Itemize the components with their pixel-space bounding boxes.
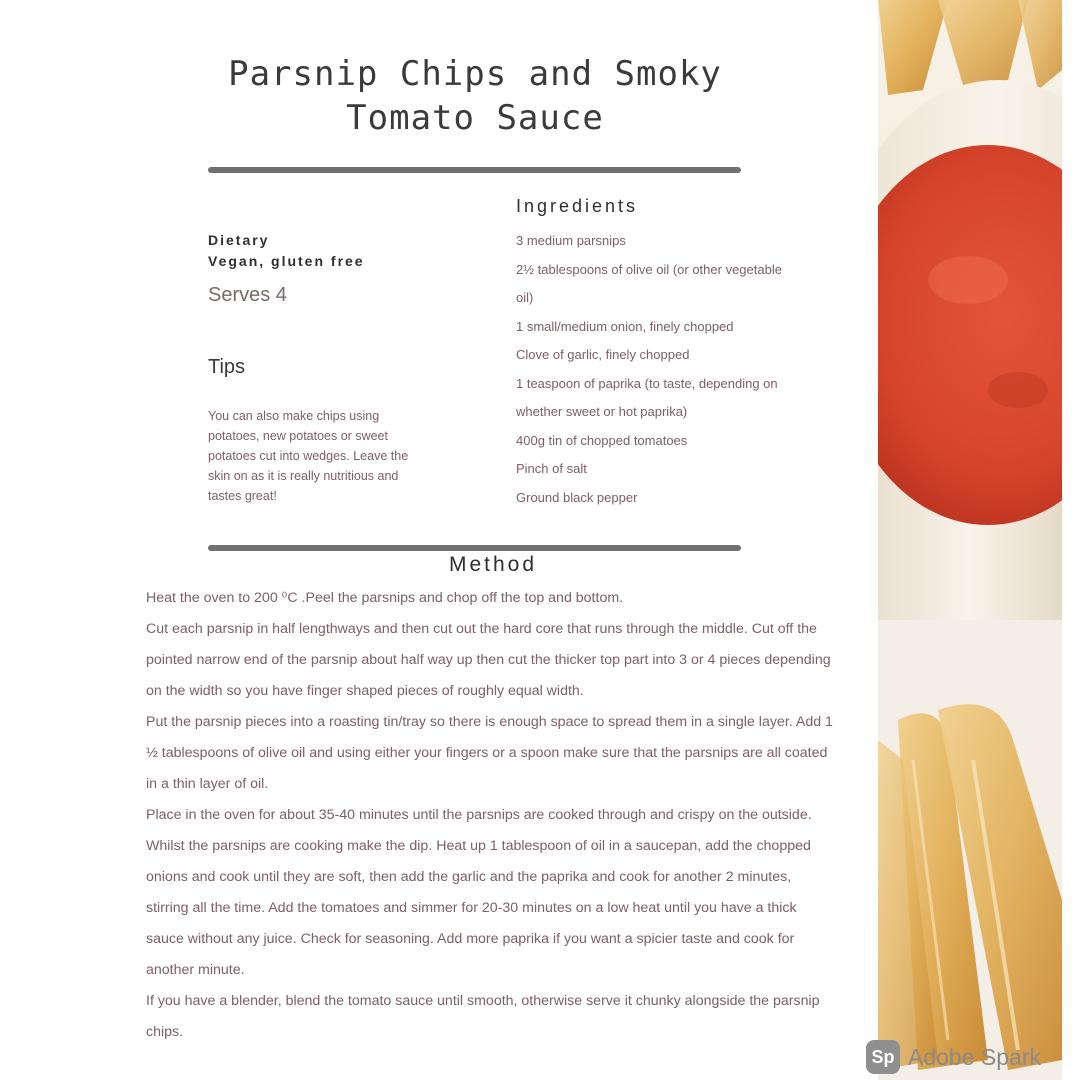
ingredient-item: 400g tin of chopped tomatoes bbox=[516, 432, 688, 448]
ingredient-item: 1 small/medium onion, finely chopped bbox=[516, 318, 734, 334]
tips-heading: Tips bbox=[208, 356, 246, 378]
recipe-title bbox=[190, 52, 760, 140]
method-step: Place in the oven for about 35-40 minutes until the parsnips are cooked through and crispy on the outside. bbox=[146, 807, 812, 823]
title-line-2: Tomato Sauce bbox=[346, 98, 604, 138]
method-body bbox=[146, 583, 836, 1048]
ingredient-item: 1 teaspoon of paprika (to taste, depending on whether sweet or hot paprika) bbox=[516, 375, 778, 419]
method-step: If you have a blender, blend the tomato sauce until smooth, otherwise serve it chunky alongside the parsnip chips. bbox=[146, 993, 820, 1040]
dietary-label: Dietary bbox=[208, 232, 270, 248]
ingredients-list bbox=[516, 227, 786, 512]
serves-text: Serves 4 bbox=[208, 284, 287, 306]
method-step: Put the parsnip pieces into a roasting tin/tray so there is enough space to spread them in a single layer. Add 1 ½ tablespoons of olive oil and using either your fingers or a spoon make sure that the parsnips are all coated in a thin layer of oil. bbox=[146, 714, 833, 792]
adobe-spark-watermark bbox=[866, 1038, 1076, 1076]
tips-body: You can also make chips using potatoes, new potatoes or sweet potatoes cut into wedges. Leave the skin on as it is really nutritious and tastes great! bbox=[208, 409, 409, 503]
method-step: Whilst the parsnips are cooking make the dip. Heat up 1 tablespoon of oil in a saucepan, add the chopped onions and cook until they are soft, then add the garlic and the paprika and cook for another 2 minutes, stirring all the time. Add the tomatoes and simmer for 20-30 minutes on a low heat until you have a thick sauce without any juice. Check for seasoning. Add more paprika if you want a spicier taste and cook for another minute. bbox=[146, 838, 811, 978]
ingredient-item: Clove of garlic, finely chopped bbox=[516, 347, 690, 362]
spark-logo-icon: Sp bbox=[866, 1040, 900, 1074]
bottom-divider bbox=[208, 545, 741, 551]
top-divider bbox=[208, 167, 741, 173]
watermark-text: Adobe Spark bbox=[908, 1043, 1041, 1070]
method-step: Heat the oven to 200 ⁰C .Peel the parsnips and chop off the top and bottom. bbox=[146, 590, 624, 606]
dietary-value: Vegan, gluten free bbox=[208, 253, 365, 269]
ingredient-item: Ground black pepper bbox=[516, 489, 638, 505]
ingredients-heading: Ingredients bbox=[516, 196, 639, 216]
title-line-1: Parsnip Chips and Smoky bbox=[228, 54, 722, 94]
ingredient-item: 3 medium parsnips bbox=[516, 233, 626, 248]
method-step: Cut each parsnip in half lengthways and then cut out the hard core that runs through the middle. Cut off the pointed narrow end of the parsnip about half way up then cut the thicker top part into 3 or 4 pieces depending on the width so you have finger shaped pieces of roughly equal width. bbox=[146, 621, 831, 699]
method-heading: Method bbox=[449, 553, 538, 576]
ingredient-item: Pinch of salt bbox=[516, 461, 587, 476]
food-photo bbox=[878, 0, 1062, 1080]
ingredient-item: 2½ tablespoons of olive oil (or other vegetable oil) bbox=[516, 261, 782, 305]
